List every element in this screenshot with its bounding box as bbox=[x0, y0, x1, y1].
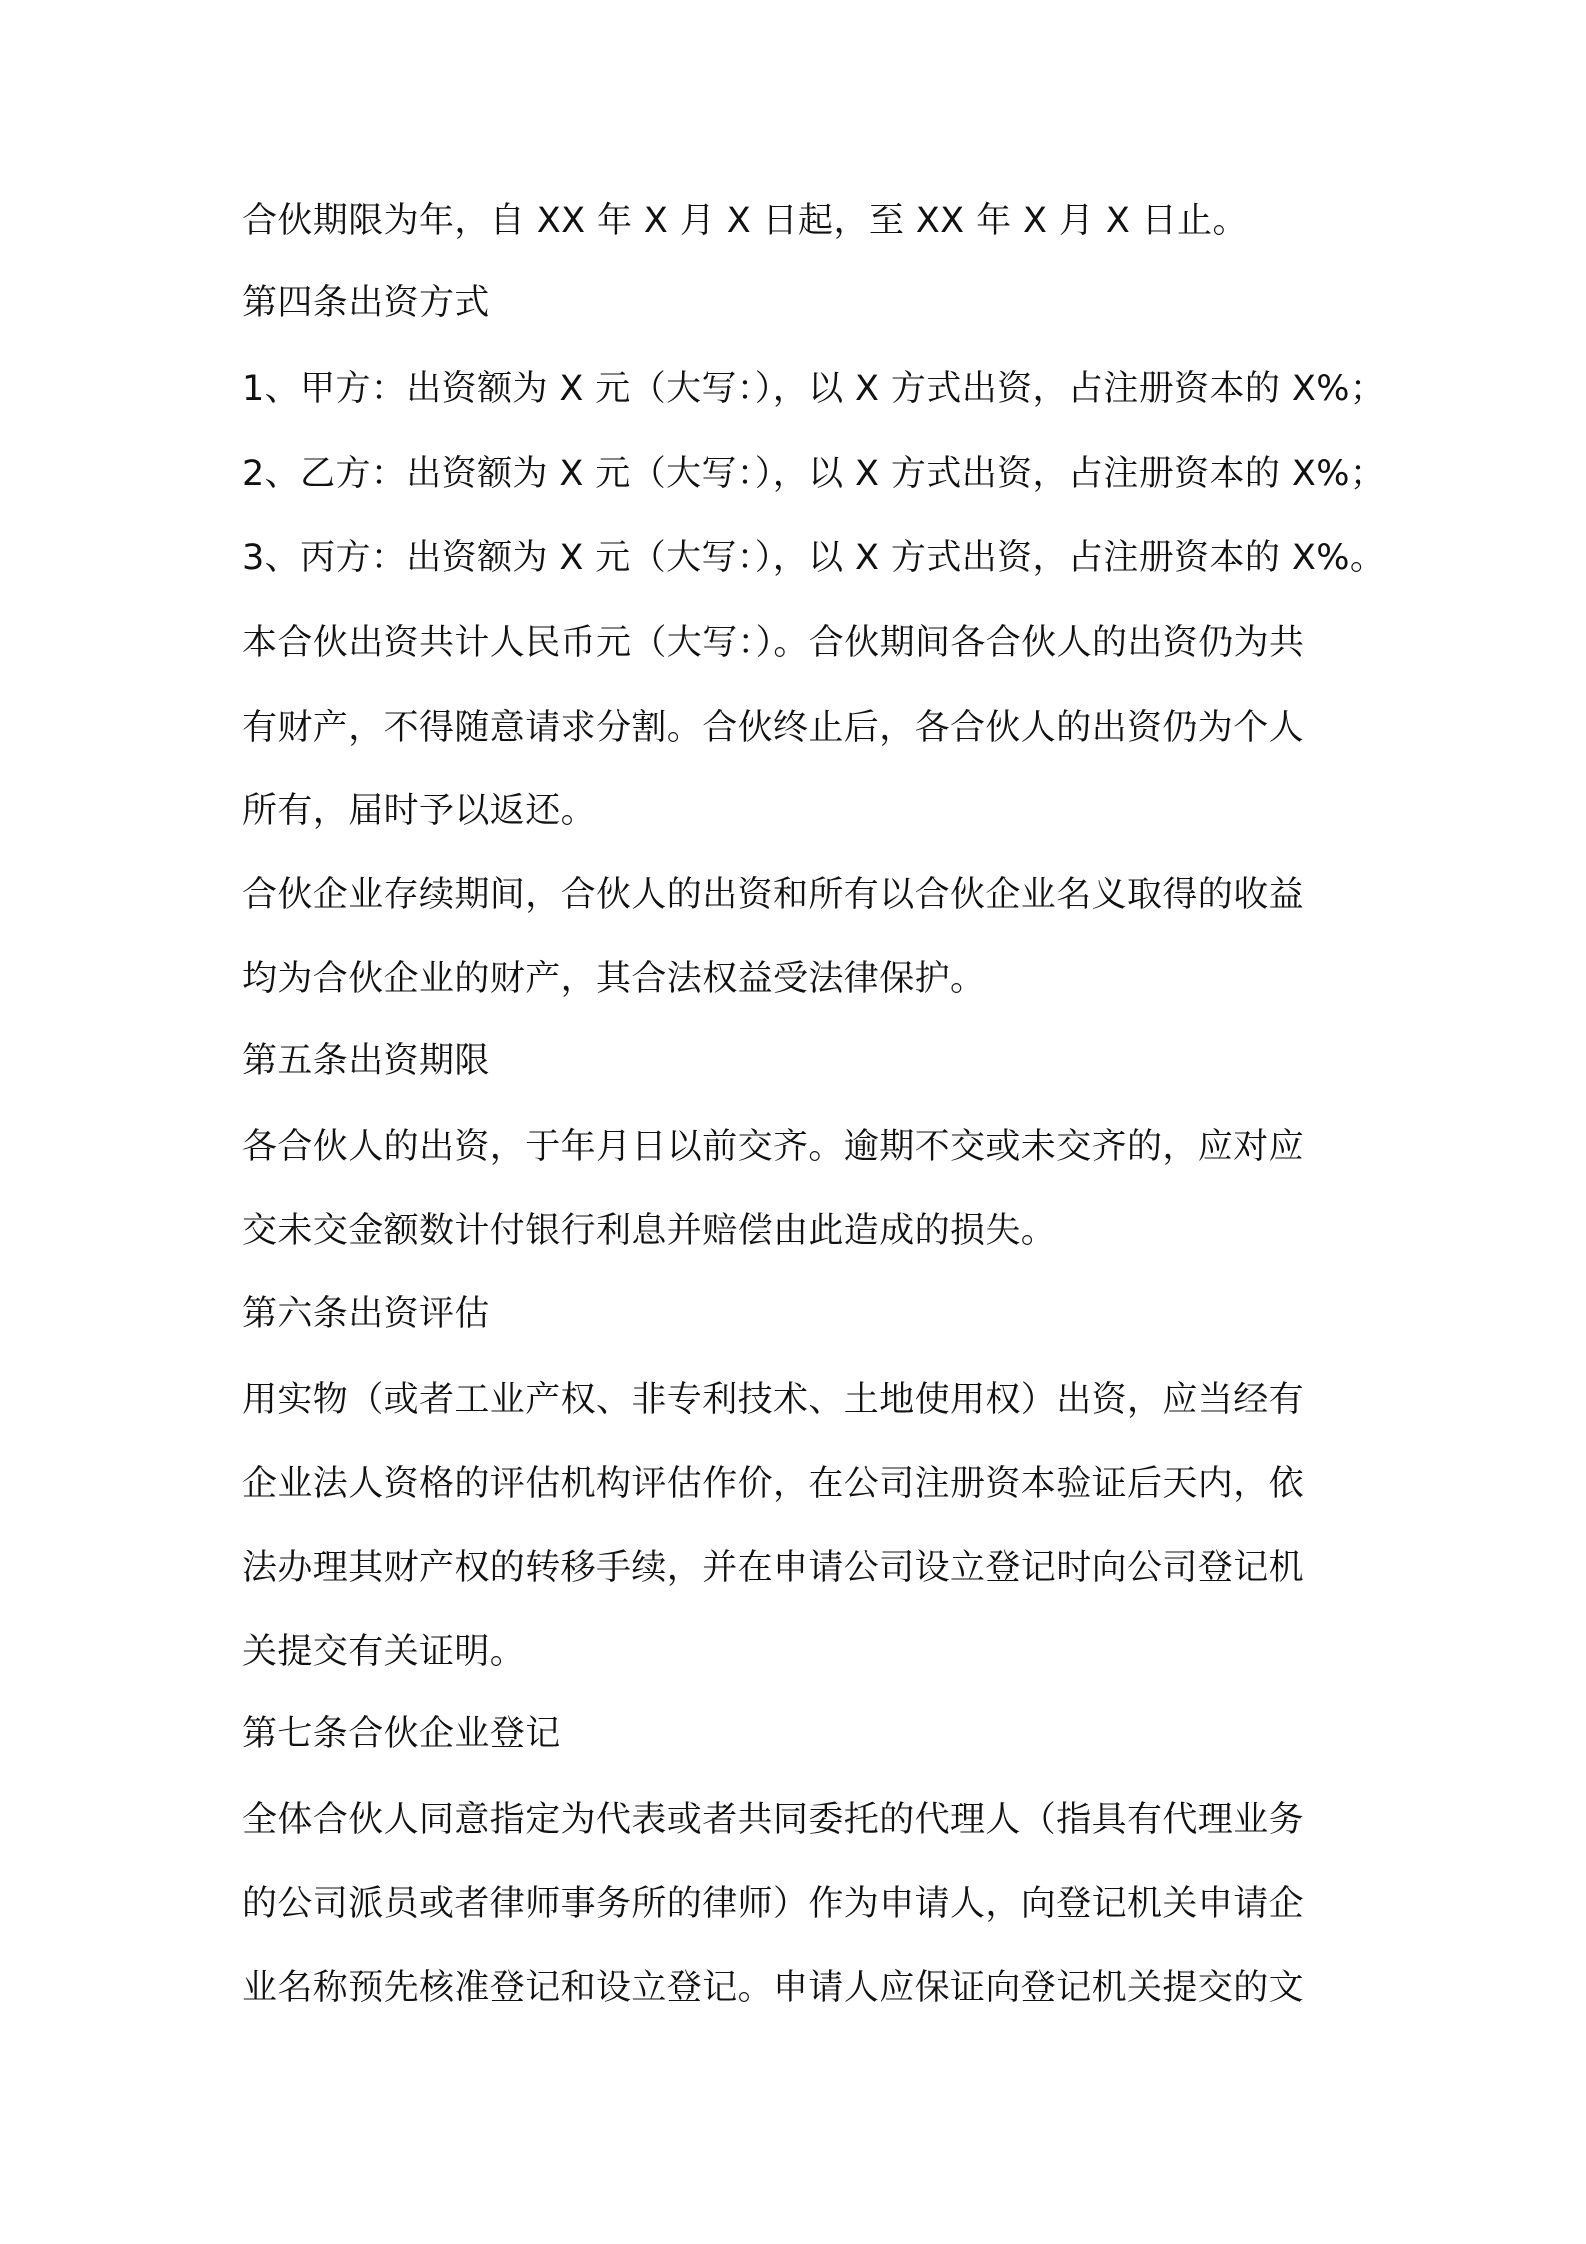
text-line: 所有，届时予以返还。 bbox=[242, 791, 597, 831]
text-line-party-c: 3、丙方：出资额为 X 元（大写：），以 X 方式出资，占注册资本的 X%。 bbox=[242, 538, 1386, 578]
text-line: 关提交有关证明。 bbox=[242, 1632, 526, 1672]
text-line: 交未交金额数计付银行利息并赔偿由此造成的损失。 bbox=[242, 1211, 1057, 1251]
heading-article-6: 第六条出资评估 bbox=[242, 1294, 490, 1334]
text-line: 用实物（或者工业产权、非专利技术、土地使用权）出资，应当经有 bbox=[242, 1380, 1305, 1420]
text-line: 合伙企业存续期间，合伙人的出资和所有以合伙企业名义取得的收益 bbox=[242, 875, 1305, 915]
text-line: 企业法人资格的评估机构评估作价，在公司注册资本验证后天内，依 bbox=[242, 1464, 1305, 1504]
text-line: 法办理其财产权的转移手续，并在申请公司设立登记时向公司登记机 bbox=[242, 1548, 1305, 1588]
heading-article-7: 第七条合伙企业登记 bbox=[242, 1714, 561, 1754]
text-line: 全体合伙人同意指定为代表或者共同委托的代理人（指具有代理业务 bbox=[242, 1800, 1305, 1840]
text-line: 的公司派员或者律师事务所的律师）作为申请人，向登记机关申请企 bbox=[242, 1884, 1305, 1924]
heading-article-5: 第五条出资期限 bbox=[242, 1041, 490, 1081]
text-line-party-a: 1、甲方：出资额为 X 元（大写：），以 X 方式出资，占注册资本的 X%； bbox=[242, 369, 1386, 409]
text-line: 业名称预先核准登记和设立登记。申请人应保证向登记机关提交的文 bbox=[242, 1968, 1305, 2008]
text-line: 均为合伙企业的财产，其合法权益受法律保护。 bbox=[242, 959, 986, 999]
heading-article-4: 第四条出资方式 bbox=[242, 283, 490, 323]
text-line: 本合伙出资共计人民币元（大写：）。合伙期间各合伙人的出资仍为共 bbox=[242, 623, 1305, 663]
text-line: 有财产，不得随意请求分割。合伙终止后，各合伙人的出资仍为个人 bbox=[242, 708, 1305, 748]
text-line: 各合伙人的出资，于年月日以前交齐。逾期不交或未交齐的，应对应 bbox=[242, 1127, 1305, 1167]
text-line-term: 合伙期限为年，自 XX 年 X 月 X 日起，至 XX 年 X 月 X 日止。 bbox=[242, 201, 1248, 241]
text-line-party-b: 2、乙方：出资额为 X 元（大写：），以 X 方式出资，占注册资本的 X%； bbox=[242, 454, 1386, 494]
